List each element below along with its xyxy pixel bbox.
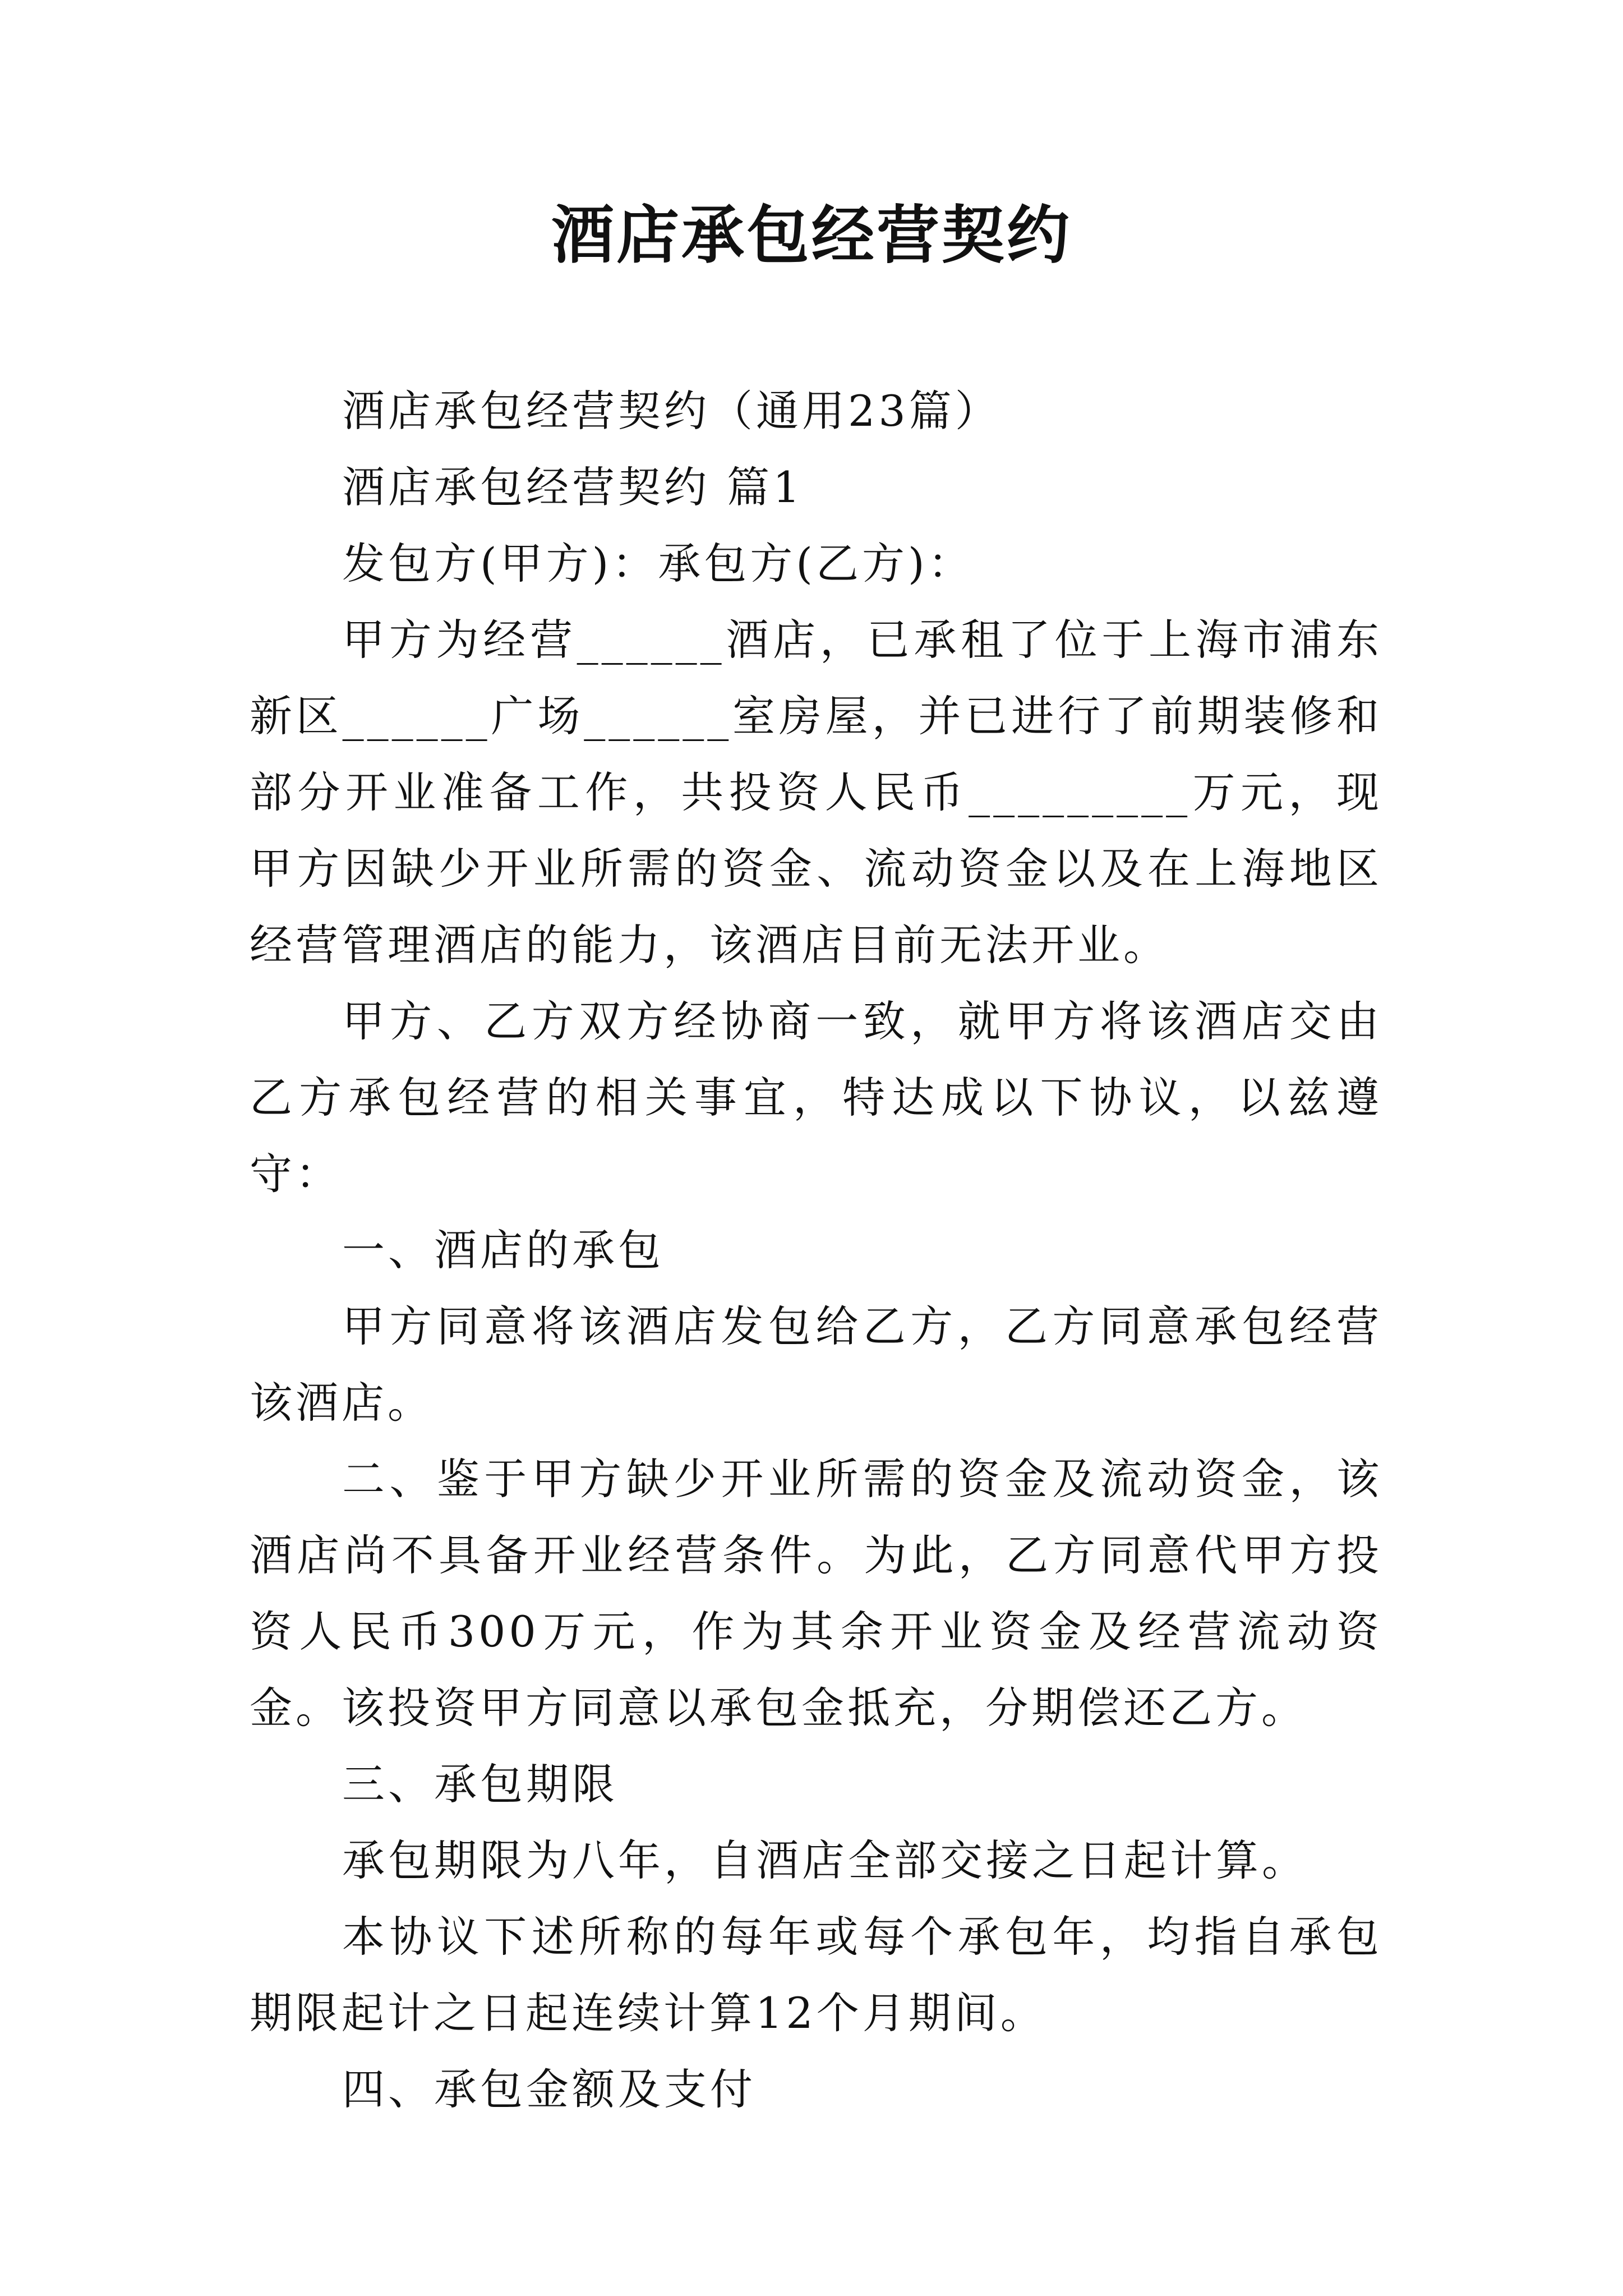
paragraph-subtitle: 酒店承包经营契约（通用23篇） <box>342 386 1001 436</box>
paragraph-agreement-intro: 甲方、乙方双方经协商一致，就甲方将该酒店交由乙方承包经营的相关事宜，特达成以下协议，以兹遵守： <box>250 996 1382 1199</box>
document-title: 酒店承包经营契约 <box>551 199 1072 272</box>
paragraph-clause-4-heading: 四、承包金额及支付 <box>342 2064 756 2114</box>
paragraph-clause-3-definition: 本协议下述所称的每年或每个承包年，均指自承包期限起计之日起连续计算12个月期间。 <box>250 1912 1382 2038</box>
paragraph-clause-1-body: 甲方同意将该酒店发包给乙方，乙方同意承包经营该酒店。 <box>250 1301 1382 1428</box>
document-body <box>250 373 1382 2128</box>
paragraph-background: 甲方为经营______酒店，已承租了位于上海市浦东新区______广场______室房屋，并已进行了前期装修和部分开业准备工作，共投资人民币_________万元，现甲方因缺少开业所需的资金、流动资金以及在上海地区经营管理酒店的能力，该酒店目前无法开业。 <box>250 615 1382 970</box>
paragraph-section-heading: 酒店承包经营契约 篇1 <box>342 462 804 512</box>
paragraph-clause-3-heading: 三、承包期限 <box>342 1759 618 1809</box>
paragraph-clause-2: 二、鉴于甲方缺少开业所需的资金及流动资金，该酒店尚不具备开业经营条件。为此，乙方同意代甲方投资人民币300万元，作为其余开业资金及经营流动资金。该投资甲方同意以承包金抵充，分期偿还乙方。 <box>250 1454 1382 1733</box>
paragraph-parties: 发包方(甲方)：承包方(乙方)： <box>342 539 974 588</box>
paragraph-clause-1-heading: 一、酒店的承包 <box>342 1225 664 1275</box>
paragraph-clause-3-term: 承包期限为八年，自酒店全部交接之日起计算。 <box>342 1835 1308 1885</box>
